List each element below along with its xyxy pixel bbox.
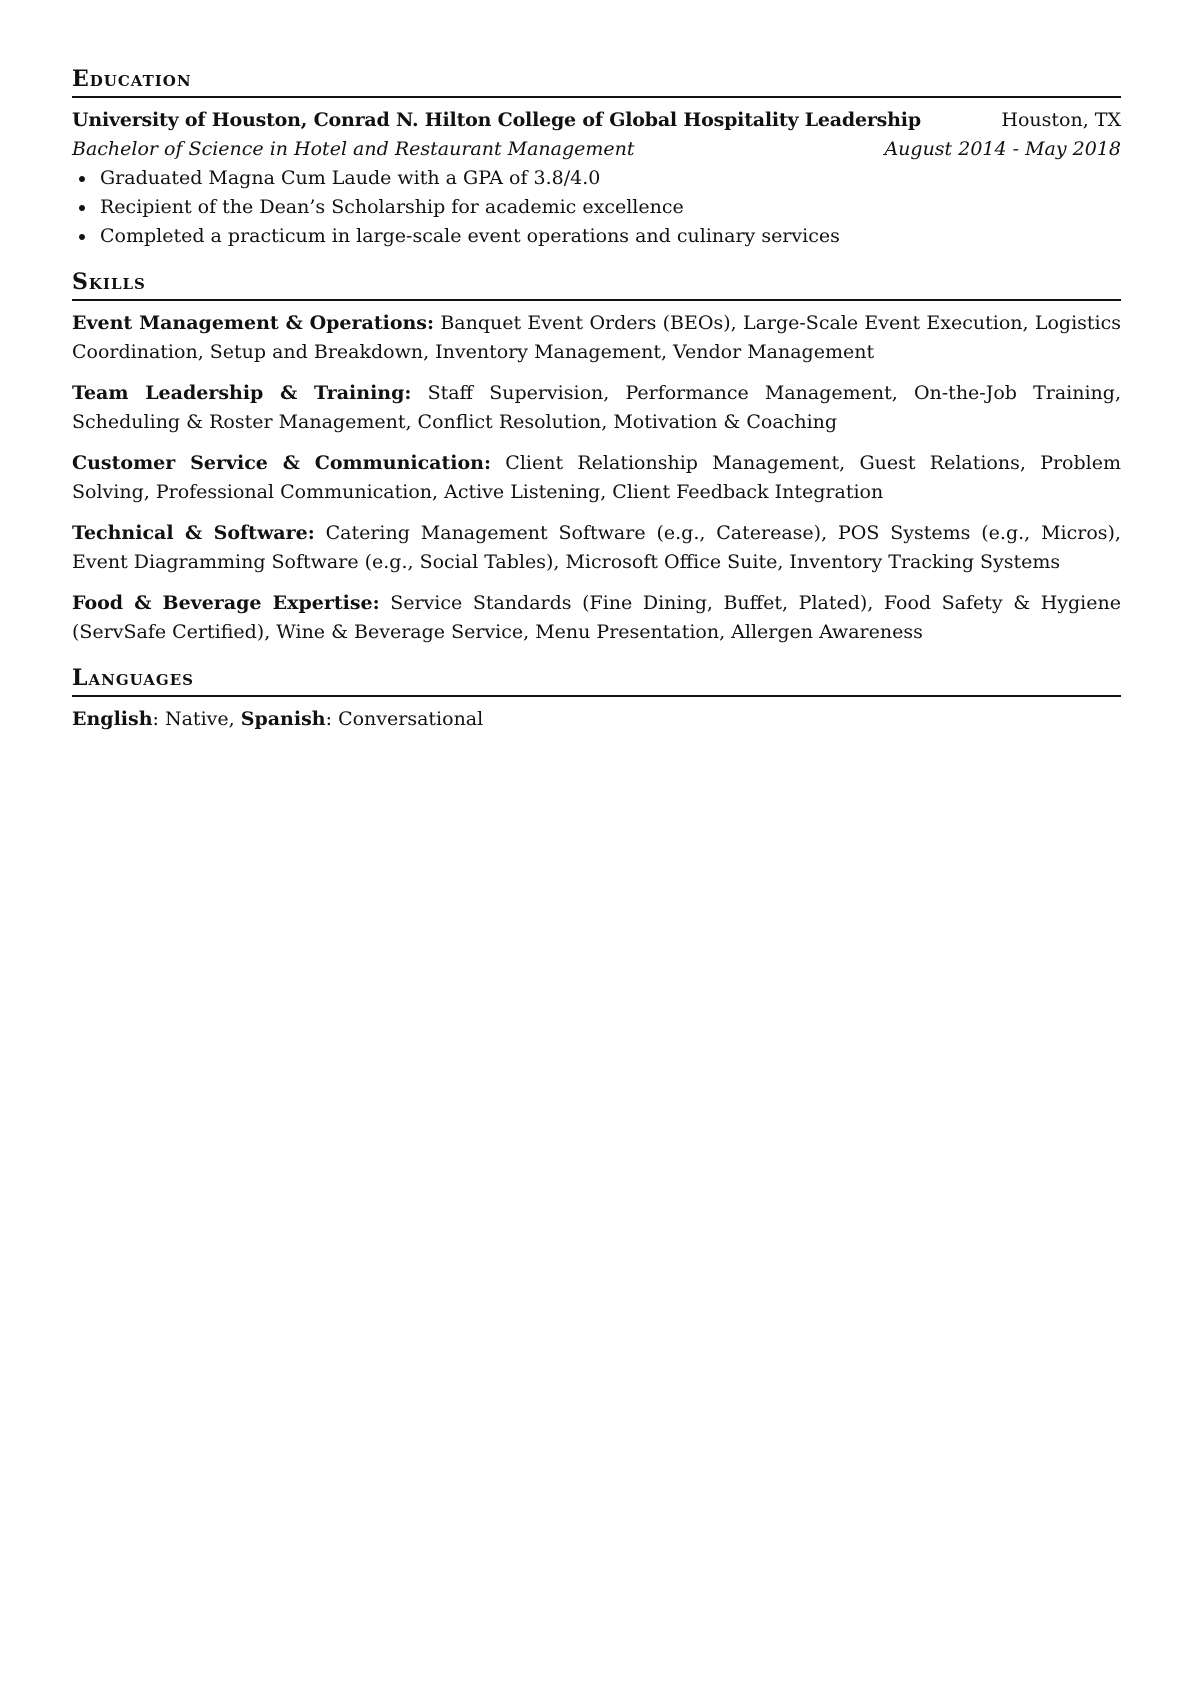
education-heading: Education: [72, 64, 1121, 98]
institution-name: University of Houston, Conrad N. Hilton College of Global Hospitality Leadership: [72, 109, 921, 131]
skill-item: [72, 519, 1121, 577]
language-name: Spanish: [240, 708, 326, 730]
skills-list: [72, 309, 1121, 647]
language-level: Native: [164, 708, 229, 730]
skill-item: [72, 449, 1121, 507]
education-degree-row: [72, 135, 1121, 164]
skill-label: Food & Beverage Expertise:: [72, 592, 380, 614]
degree-dates: August 2014 - May 2018: [884, 138, 1121, 160]
education-entry: [72, 106, 1121, 251]
skills-heading: Skills: [72, 267, 1121, 301]
languages-heading: Languages: [72, 663, 1121, 697]
education-bullets: [72, 164, 1121, 251]
education-section: [72, 64, 1121, 251]
languages-section: [72, 663, 1121, 734]
skill-item: [72, 589, 1121, 647]
resume-page: [72, 64, 1121, 750]
list-item: Recipient of the Dean’s Scholarship for academic excellence: [100, 193, 1121, 222]
education-title-row: [72, 106, 1121, 135]
skill-text: Banquet Event Orders (BEOs), Large-Scale Event Execution, Logistics Coordination, Setup and Breakdown, Inventory Management, Vendor Management: [72, 312, 1121, 363]
language-separator: :: [152, 708, 165, 730]
skill-text: Staff Supervision, Performance Management, On-the-Job Training, Scheduling & Roster Management, Conflict Resolution, Motivation & Coaching: [72, 382, 1122, 433]
language-delimiter: ,: [228, 708, 241, 730]
skill-item: [72, 309, 1121, 367]
skill-label: Technical & Software:: [72, 522, 315, 544]
skill-item: [72, 379, 1121, 437]
skill-label: Team Leadership & Training:: [72, 382, 412, 404]
skill-text: Client Relationship Management, Guest Relations, Problem Solving, Professional Communication, Active Listening, Client Feedback Integration: [72, 452, 1121, 503]
skill-label: Event Management & Operations:: [72, 312, 435, 334]
language-name: English: [72, 708, 153, 730]
language-level: Conversational: [338, 708, 484, 730]
institution-location: Houston, TX: [1001, 109, 1121, 131]
list-item: Graduated Magna Cum Laude with a GPA of 3.8/4.0: [100, 164, 1121, 193]
list-item: Completed a practicum in large-scale event operations and culinary services: [100, 222, 1121, 251]
languages-line: [72, 705, 1121, 734]
degree-name: Bachelor of Science in Hotel and Restaurant Management: [72, 138, 635, 160]
skills-section: [72, 267, 1121, 647]
skill-text: Service Standards (Fine Dining, Buffet, Plated), Food Safety & Hygiene (ServSafe Certified), Wine & Beverage Service, Menu Presentation, Allergen Awareness: [72, 592, 1121, 643]
skill-text: Catering Management Software (e.g., Caterease), POS Systems (e.g., Micros), Event Diagramming Software (e.g., Social Tables), Microsoft Office Suite, Inventory Tracking Systems: [72, 522, 1121, 573]
skill-label: Customer Service & Communication:: [72, 452, 491, 474]
language-separator: :: [325, 708, 339, 730]
